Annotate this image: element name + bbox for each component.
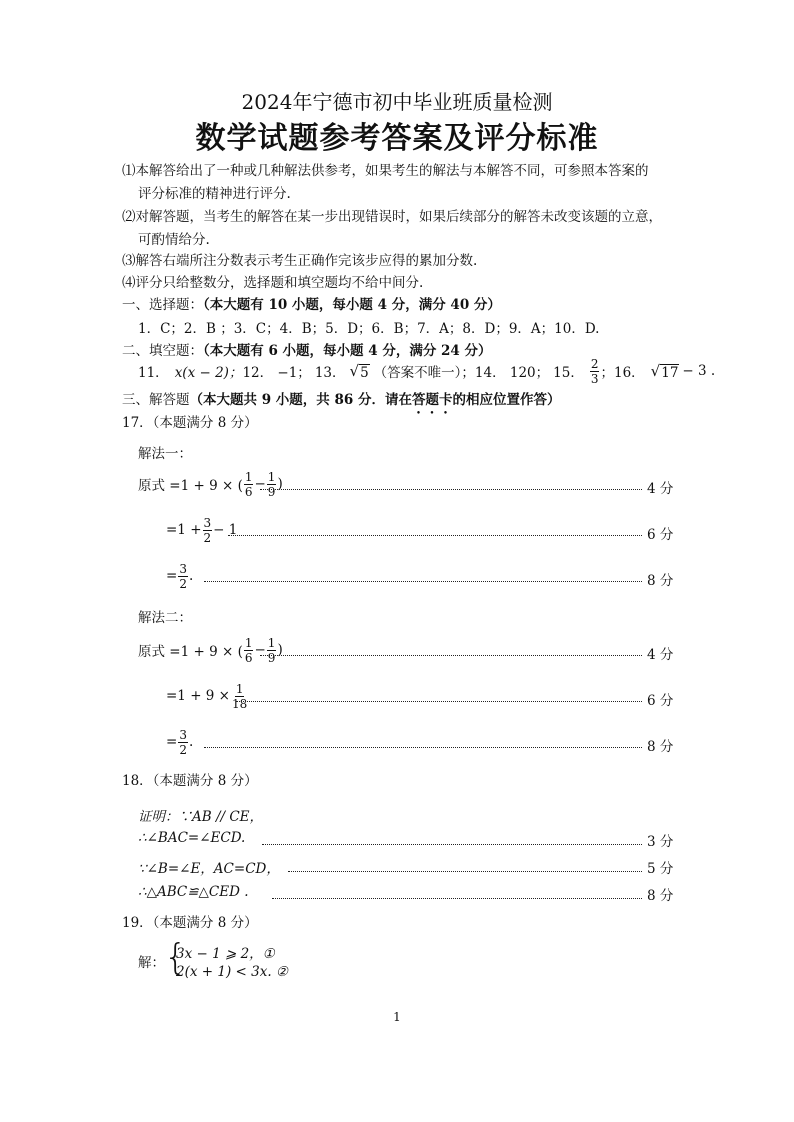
section-3-note-b: 答题卡 — [411, 392, 453, 408]
q17-m1-step-3-score: 8 分 — [647, 573, 674, 589]
q17-m2-step-2-prefix: =1 + 9 × — [166, 688, 230, 704]
period: . — [188, 568, 194, 584]
q18-line-2: ∴∠BAC=∠ECD. — [138, 830, 246, 846]
answer-16-label: 16． — [613, 365, 645, 381]
numerator: 1 — [244, 469, 253, 484]
denominator: 6 — [244, 484, 253, 499]
numerator: 1 — [267, 469, 276, 484]
q17-m1-step-3 — [166, 558, 193, 594]
denominator: 9 — [267, 484, 276, 499]
q18-line-3: ∵∠B=∠E，AC=CD， — [138, 861, 280, 877]
q17-title: 17．（本题满分 8 分） — [122, 415, 258, 431]
q19-inequality-1: 3x − 1 ⩾ 2，① — [176, 946, 275, 962]
exam-subtitle: 2024年宁德市初中毕业班质量检测 — [241, 90, 553, 114]
section-1-note: （本大题有 10 小题，每小题 4 分，满分 40 分） — [203, 297, 501, 313]
q17-m2-step-1 — [138, 632, 283, 668]
q17-m1-step-2-suffix: − 1 — [213, 522, 238, 538]
leader-dots — [262, 844, 642, 845]
q17-m2-step-3-prefix: = — [166, 734, 178, 750]
answer-12: 12． −1； — [242, 365, 311, 381]
section-2-answers — [138, 354, 715, 388]
answer-13-sqrt — [350, 362, 370, 381]
note-1-line-2: 评分标准的精神进行评分. — [138, 186, 291, 202]
leader-dots — [204, 581, 642, 582]
fraction — [244, 636, 254, 665]
q17-m1-step-2 — [166, 512, 237, 548]
denominator: 6 — [244, 650, 253, 665]
sqrt-icon: √ — [349, 361, 360, 380]
leader-dots — [272, 898, 642, 899]
fraction — [267, 470, 277, 499]
section-3-note-c: 的相应位置作答） — [452, 392, 561, 408]
answer-15-numerator: 2 — [590, 356, 599, 371]
answer-16-sqrt — [651, 362, 680, 381]
brace-icon: { — [164, 937, 187, 978]
q17-method-2-label: 解法二： — [138, 610, 192, 626]
answer-15-denominator: 3 — [590, 371, 599, 386]
q17-method-1-label: 解法一： — [138, 446, 192, 462]
page-number: 1 — [393, 1010, 401, 1024]
period: . — [188, 734, 194, 750]
leader-dots — [288, 871, 642, 872]
numerator: 1 — [235, 681, 244, 696]
q18-line-1: 证明：∵AB // CE， — [138, 809, 264, 825]
leader-dots — [228, 535, 642, 536]
answer-13-radicand: 5 — [360, 364, 369, 381]
q17-m2-step-2 — [166, 678, 249, 714]
numerator: 3 — [179, 727, 187, 742]
note-1-line-1: ⑴本解答给出了一种或几种解法供参考，如果考生的解法与本解答不同，可参照本答案的 — [122, 163, 649, 179]
q17-m2-step-3-score: 8 分 — [647, 739, 674, 755]
q19-inequality-2: 2(x + 1) < 3x. ② — [176, 964, 289, 980]
note-4: ⑷评分只给整数分，选择题和填空题均不给中间分. — [122, 275, 424, 291]
section-2-note: （本大题有 6 小题，每小题 4 分，满分 24 分） — [203, 343, 492, 359]
denominator: 2 — [179, 742, 187, 757]
answer-14: 14． 120； — [474, 365, 550, 381]
q18-line-4-score: 8 分 — [647, 888, 674, 904]
denominator: 9 — [267, 650, 276, 665]
section-2-title: 二、填空题： — [122, 343, 203, 359]
answer-16-radicand: 17 — [661, 364, 679, 381]
denominator: 2 — [179, 576, 187, 591]
answer-13-label: 13． — [314, 365, 346, 381]
fraction — [244, 470, 254, 499]
sqrt-icon: √ — [650, 361, 661, 380]
q17-m1-step-2-prefix: =1 + — [166, 522, 202, 538]
section-1-title: 一、选择题： — [122, 297, 203, 313]
section-1-heading — [122, 293, 501, 313]
fraction — [178, 562, 188, 591]
answer-11: x(x − 2)； — [174, 365, 243, 381]
q17-m1-step-1-score: 4 分 — [647, 481, 674, 497]
answer-13-note: （答案不唯一）； — [373, 365, 475, 381]
leader-dots — [204, 747, 642, 748]
note-2-line-1: ⑵对解答题，当考生的解答在某一步出现错误时，如果后续部分的解答未改变该题的立意， — [122, 209, 662, 225]
minus-sign: − — [254, 642, 266, 658]
fraction — [178, 728, 188, 757]
numerator: 1 — [267, 635, 276, 650]
answer-16-tail: − 3 . — [682, 363, 716, 379]
answer-15-separator: ； — [600, 365, 614, 381]
numerator: 3 — [203, 515, 212, 530]
q19-label: 解： — [138, 955, 165, 971]
q19-title: 19．（本题满分 8 分） — [122, 915, 258, 931]
answer-11-label: 11． — [138, 365, 169, 381]
leader-dots — [260, 655, 642, 656]
fraction — [203, 516, 213, 545]
q18-line-4: ∴△ABC≌△CED . — [138, 884, 249, 900]
q17-m1-step-1-prefix: 原式 =1 + 9 × ( — [138, 478, 243, 494]
q17-m2-step-2-score: 6 分 — [647, 693, 674, 709]
numerator: 3 — [179, 561, 187, 576]
section-3-title: 三、解答题 — [122, 392, 190, 408]
q18-title: 18．（本题满分 8 分） — [122, 773, 258, 789]
q17-m1-step-2-score: 6 分 — [647, 527, 674, 543]
fraction — [267, 636, 277, 665]
answer-15-label: 15． — [553, 365, 584, 381]
denominator: 2 — [203, 530, 212, 545]
close-paren: ) — [277, 476, 283, 492]
section-1-answers: 1．C；2．B ；3．C；4．B；5．D；6．B；7．A；8．D；9．A；10．D. — [138, 321, 600, 337]
minus-sign: − — [254, 476, 266, 492]
q17-m1-step-1 — [138, 466, 283, 502]
leader-dots — [236, 701, 642, 702]
note-3: ⑶解答右端所注分数表示考生正确作完该步应得的累加分数. — [122, 253, 478, 269]
q17-m2-step-1-score: 4 分 — [647, 647, 674, 663]
leader-dots — [260, 489, 642, 490]
q17-m1-step-3-prefix: = — [166, 568, 178, 584]
numerator: 1 — [244, 635, 253, 650]
fraction — [231, 682, 248, 711]
q18-line-3-score: 5 分 — [647, 861, 674, 877]
q18-line-2-score: 3 分 — [647, 834, 674, 850]
q17-m2-step-1-prefix: 原式 =1 + 9 × ( — [138, 644, 243, 660]
answer-15-fraction — [590, 357, 600, 386]
section-3-note-a: （本大题共 9 小题，共 86 分．请在 — [189, 392, 412, 408]
close-paren: ) — [277, 642, 283, 658]
denominator: 18 — [232, 696, 248, 711]
note-2-line-2: 可酌情给分. — [138, 232, 210, 248]
page-title: 数学试题参考答案及评分标准 — [195, 121, 599, 156]
q17-m2-step-3 — [166, 724, 193, 760]
